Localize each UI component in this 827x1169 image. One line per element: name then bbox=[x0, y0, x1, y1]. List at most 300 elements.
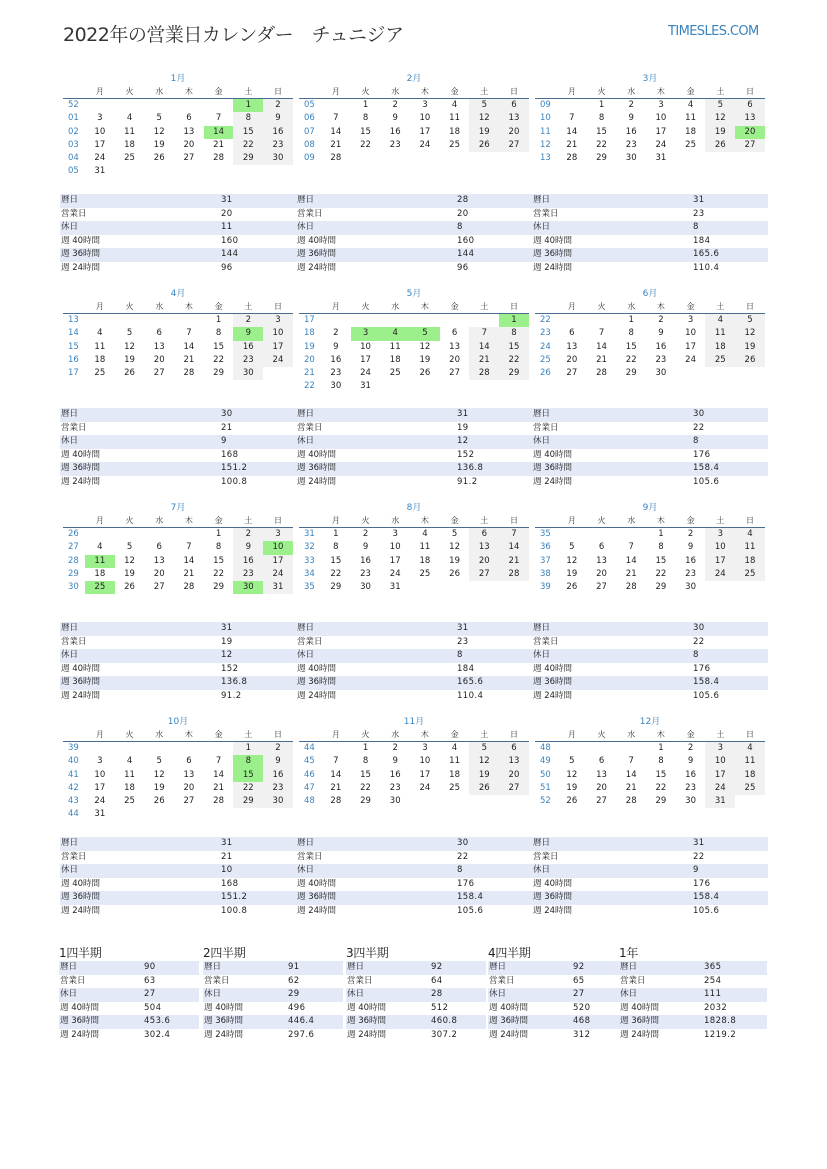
day-cell[interactable]: 12 bbox=[419, 341, 431, 352]
holiday-day-cell[interactable]: 9 bbox=[233, 327, 263, 340]
day-cell[interactable]: 2 bbox=[687, 743, 694, 753]
day-cell[interactable]: 17 bbox=[705, 769, 735, 782]
day-cell[interactable]: 15 bbox=[360, 769, 371, 780]
day-cell[interactable]: 24 bbox=[263, 568, 293, 581]
day-cell[interactable]: 4 bbox=[735, 742, 765, 755]
day-cell[interactable]: 6 bbox=[451, 328, 458, 339]
day-cell[interactable]: 8 bbox=[333, 542, 339, 553]
day-cell[interactable]: 9 bbox=[333, 341, 339, 352]
day-cell[interactable]: 1 bbox=[658, 529, 664, 539]
day-cell[interactable]: 17 bbox=[360, 354, 371, 365]
day-cell[interactable]: 3 bbox=[263, 528, 293, 541]
day-cell[interactable]: 4 bbox=[705, 314, 735, 327]
day-cell[interactable]: 20 bbox=[499, 769, 529, 782]
day-cell[interactable]: 12 bbox=[153, 126, 165, 137]
day-cell[interactable]: 29 bbox=[499, 367, 529, 380]
day-cell[interactable]: 23 bbox=[655, 354, 667, 365]
day-cell[interactable]: 22 bbox=[625, 354, 637, 365]
day-cell[interactable]: 12 bbox=[469, 755, 499, 768]
day-cell[interactable]: 2 bbox=[687, 529, 694, 539]
day-cell[interactable]: 30 bbox=[330, 381, 342, 392]
day-cell[interactable]: 12 bbox=[566, 769, 578, 780]
day-cell[interactable]: 30 bbox=[625, 153, 637, 164]
day-cell[interactable]: 10 bbox=[360, 341, 371, 352]
day-cell[interactable]: 14 bbox=[596, 341, 607, 352]
day-cell[interactable]: 19 bbox=[153, 782, 165, 793]
day-cell[interactable]: 29 bbox=[625, 368, 637, 379]
day-cell[interactable]: 25 bbox=[419, 568, 431, 579]
day-cell[interactable]: 8 bbox=[215, 328, 222, 339]
day-cell[interactable]: 1 bbox=[333, 529, 339, 539]
day-cell[interactable]: 5 bbox=[469, 99, 499, 112]
day-cell[interactable]: 13 bbox=[469, 541, 499, 554]
day-cell[interactable]: 12 bbox=[124, 555, 135, 566]
day-cell[interactable]: 12 bbox=[469, 112, 499, 125]
day-cell[interactable]: 23 bbox=[233, 568, 263, 581]
day-cell[interactable]: 26 bbox=[153, 153, 165, 164]
day-cell[interactable]: 14 bbox=[625, 769, 637, 780]
day-cell[interactable]: 19 bbox=[124, 568, 135, 579]
day-cell[interactable]: 26 bbox=[469, 139, 499, 152]
day-cell[interactable]: 19 bbox=[705, 126, 735, 139]
day-cell[interactable]: 20 bbox=[499, 126, 529, 139]
day-cell[interactable]: 10 bbox=[705, 755, 735, 768]
day-cell[interactable]: 19 bbox=[469, 126, 499, 139]
day-cell[interactable]: 7 bbox=[333, 113, 339, 124]
day-cell[interactable]: 10 bbox=[685, 328, 696, 339]
day-cell[interactable]: 24 bbox=[705, 782, 735, 795]
day-cell[interactable]: 4 bbox=[735, 528, 765, 541]
day-cell[interactable]: 17 bbox=[419, 126, 431, 137]
day-cell[interactable]: 25 bbox=[735, 782, 765, 795]
day-cell[interactable]: 11 bbox=[735, 755, 765, 768]
day-cell[interactable]: 3 bbox=[97, 756, 103, 767]
holiday-day-cell[interactable]: 10 bbox=[263, 541, 293, 554]
day-cell[interactable]: 15 bbox=[596, 126, 607, 137]
holiday-day-cell[interactable]: 4 bbox=[380, 327, 410, 340]
day-cell[interactable]: 30 bbox=[389, 796, 401, 807]
day-cell[interactable]: 17 bbox=[94, 782, 106, 793]
day-cell[interactable]: 17 bbox=[685, 341, 696, 352]
day-cell[interactable]: 15 bbox=[625, 341, 637, 352]
day-cell[interactable]: 1 bbox=[598, 100, 605, 110]
day-cell[interactable]: 7 bbox=[499, 528, 529, 541]
day-cell[interactable]: 6 bbox=[186, 113, 192, 124]
holiday-day-cell[interactable]: 25 bbox=[85, 581, 115, 594]
day-cell[interactable]: 24 bbox=[360, 368, 371, 379]
day-cell[interactable]: 16 bbox=[330, 354, 342, 365]
day-cell[interactable]: 18 bbox=[94, 568, 106, 579]
day-cell[interactable]: 9 bbox=[263, 112, 293, 125]
day-cell[interactable]: 22 bbox=[655, 568, 667, 579]
month-name[interactable]: 5月 bbox=[406, 289, 422, 299]
day-cell[interactable]: 1 bbox=[215, 529, 222, 539]
month-name[interactable]: 10月 bbox=[167, 717, 189, 727]
day-cell[interactable]: 3 bbox=[658, 100, 664, 110]
day-cell[interactable]: 18 bbox=[389, 354, 401, 365]
day-cell[interactable]: 16 bbox=[233, 341, 263, 354]
day-cell[interactable]: 21 bbox=[183, 568, 195, 579]
day-cell[interactable]: 5 bbox=[569, 542, 575, 553]
day-cell[interactable]: 5 bbox=[705, 99, 735, 112]
day-cell[interactable]: 28 bbox=[596, 368, 607, 379]
day-cell[interactable]: 12 bbox=[124, 341, 135, 352]
day-cell[interactable]: 7 bbox=[598, 328, 605, 339]
day-cell[interactable]: 13 bbox=[183, 126, 195, 137]
day-cell[interactable]: 18 bbox=[449, 769, 460, 780]
day-cell[interactable]: 26 bbox=[124, 368, 135, 379]
day-cell[interactable]: 14 bbox=[566, 126, 578, 137]
day-cell[interactable]: 28 bbox=[469, 367, 499, 380]
day-cell[interactable]: 18 bbox=[705, 341, 735, 354]
day-cell[interactable]: 23 bbox=[389, 139, 401, 150]
day-cell[interactable]: 8 bbox=[499, 327, 529, 340]
day-cell[interactable]: 23 bbox=[263, 782, 293, 795]
day-cell[interactable]: 18 bbox=[124, 782, 135, 793]
day-cell[interactable]: 11 bbox=[124, 126, 135, 137]
day-cell[interactable]: 6 bbox=[499, 742, 529, 755]
day-cell[interactable]: 14 bbox=[183, 341, 195, 352]
day-cell[interactable]: 25 bbox=[685, 139, 696, 150]
day-cell[interactable]: 29 bbox=[596, 153, 607, 164]
month-name[interactable]: 7月 bbox=[170, 503, 186, 513]
day-cell[interactable]: 11 bbox=[124, 769, 135, 780]
day-cell[interactable]: 13 bbox=[596, 555, 607, 566]
day-cell[interactable]: 7 bbox=[628, 542, 634, 553]
day-cell[interactable]: 5 bbox=[451, 529, 458, 539]
day-cell[interactable]: 12 bbox=[705, 112, 735, 125]
day-cell[interactable]: 8 bbox=[628, 328, 634, 339]
day-cell[interactable]: 25 bbox=[735, 568, 765, 581]
day-cell[interactable]: 16 bbox=[389, 769, 401, 780]
day-cell[interactable]: 20 bbox=[153, 354, 165, 365]
day-cell[interactable]: 21 bbox=[499, 555, 529, 568]
day-cell[interactable]: 18 bbox=[419, 555, 431, 566]
holiday-day-cell[interactable]: 30 bbox=[233, 581, 263, 594]
day-cell[interactable]: 9 bbox=[392, 756, 398, 767]
day-cell[interactable]: 24 bbox=[94, 153, 106, 164]
day-cell[interactable]: 3 bbox=[422, 743, 428, 753]
day-cell[interactable]: 26 bbox=[153, 796, 165, 807]
month-name[interactable]: 4月 bbox=[170, 289, 186, 299]
day-cell[interactable]: 18 bbox=[735, 555, 765, 568]
month-name[interactable]: 11月 bbox=[403, 717, 425, 727]
day-cell[interactable]: 4 bbox=[126, 113, 133, 124]
day-cell[interactable]: 21 bbox=[625, 568, 637, 579]
holiday-day-cell[interactable]: 5 bbox=[410, 327, 440, 340]
day-cell[interactable]: 9 bbox=[362, 542, 369, 553]
day-cell[interactable]: 29 bbox=[213, 582, 224, 593]
day-cell[interactable]: 13 bbox=[735, 112, 765, 125]
day-cell[interactable]: 30 bbox=[263, 152, 293, 165]
day-cell[interactable]: 10 bbox=[389, 542, 401, 553]
day-cell[interactable]: 19 bbox=[566, 568, 578, 579]
day-cell[interactable]: 3 bbox=[392, 529, 398, 539]
day-cell[interactable]: 21 bbox=[625, 782, 637, 793]
day-cell[interactable]: 18 bbox=[449, 126, 460, 137]
day-cell[interactable]: 6 bbox=[598, 756, 605, 767]
day-cell[interactable]: 23 bbox=[389, 782, 401, 793]
day-cell[interactable]: 17 bbox=[94, 139, 106, 150]
month-name[interactable]: 2月 bbox=[406, 74, 422, 84]
day-cell[interactable]: 11 bbox=[735, 541, 765, 554]
day-cell[interactable]: 2 bbox=[658, 315, 664, 325]
day-cell[interactable]: 27 bbox=[469, 568, 499, 581]
day-cell[interactable]: 21 bbox=[596, 354, 607, 365]
day-cell[interactable]: 23 bbox=[685, 568, 696, 579]
day-cell[interactable]: 28 bbox=[625, 582, 637, 593]
day-cell[interactable]: 23 bbox=[233, 354, 263, 367]
day-cell[interactable]: 7 bbox=[186, 542, 192, 553]
day-cell[interactable]: 20 bbox=[566, 354, 578, 365]
day-cell[interactable]: 15 bbox=[360, 126, 371, 137]
day-cell[interactable]: 29 bbox=[655, 582, 667, 593]
day-cell[interactable]: 19 bbox=[419, 354, 431, 365]
day-cell[interactable]: 27 bbox=[735, 139, 765, 152]
day-cell[interactable]: 11 bbox=[389, 341, 401, 352]
day-cell[interactable]: 9 bbox=[658, 328, 664, 339]
day-cell[interactable]: 5 bbox=[156, 756, 162, 767]
day-cell[interactable]: 31 bbox=[263, 581, 293, 594]
day-cell[interactable]: 15 bbox=[330, 555, 342, 566]
day-cell[interactable]: 17 bbox=[419, 769, 431, 780]
day-cell[interactable]: 5 bbox=[126, 328, 133, 339]
day-cell[interactable]: 27 bbox=[183, 796, 195, 807]
day-cell[interactable]: 22 bbox=[360, 782, 371, 793]
day-cell[interactable]: 23 bbox=[625, 139, 637, 150]
day-cell[interactable]: 29 bbox=[213, 368, 224, 379]
day-cell[interactable]: 8 bbox=[362, 113, 369, 124]
day-cell[interactable]: 6 bbox=[156, 542, 162, 553]
day-cell[interactable]: 17 bbox=[263, 555, 293, 568]
day-cell[interactable]: 17 bbox=[263, 341, 293, 354]
day-cell[interactable]: 22 bbox=[499, 354, 529, 367]
day-cell[interactable]: 25 bbox=[449, 782, 460, 793]
day-cell[interactable]: 9 bbox=[687, 542, 694, 553]
day-cell[interactable]: 7 bbox=[215, 756, 222, 767]
day-cell[interactable]: 28 bbox=[183, 368, 195, 379]
day-cell[interactable]: 25 bbox=[449, 139, 460, 150]
day-cell[interactable]: 23 bbox=[330, 368, 342, 379]
day-cell[interactable]: 21 bbox=[330, 139, 342, 150]
day-cell[interactable]: 4 bbox=[422, 529, 428, 539]
day-cell[interactable]: 5 bbox=[126, 542, 133, 553]
day-cell[interactable]: 26 bbox=[449, 568, 460, 579]
day-cell[interactable]: 23 bbox=[263, 139, 293, 152]
day-cell[interactable]: 16 bbox=[263, 126, 293, 139]
day-cell[interactable]: 30 bbox=[233, 367, 263, 380]
day-cell[interactable]: 2 bbox=[392, 743, 398, 753]
day-cell[interactable]: 11 bbox=[449, 113, 460, 124]
day-cell[interactable]: 21 bbox=[213, 139, 224, 150]
day-cell[interactable]: 15 bbox=[499, 341, 529, 354]
day-cell[interactable]: 28 bbox=[566, 153, 578, 164]
day-cell[interactable]: 4 bbox=[97, 328, 103, 339]
day-cell[interactable]: 25 bbox=[389, 368, 401, 379]
day-cell[interactable]: 27 bbox=[596, 582, 607, 593]
day-cell[interactable]: 28 bbox=[625, 796, 637, 807]
day-cell[interactable]: 25 bbox=[124, 796, 135, 807]
month-name[interactable]: 12月 bbox=[639, 717, 661, 727]
day-cell[interactable]: 20 bbox=[596, 568, 607, 579]
day-cell[interactable]: 25 bbox=[705, 354, 735, 367]
month-name[interactable]: 1月 bbox=[170, 74, 186, 84]
day-cell[interactable]: 9 bbox=[263, 755, 293, 768]
day-cell[interactable]: 31 bbox=[655, 153, 667, 164]
day-cell[interactable]: 18 bbox=[735, 769, 765, 782]
day-cell[interactable]: 29 bbox=[233, 795, 263, 808]
day-cell[interactable]: 26 bbox=[566, 582, 578, 593]
day-cell[interactable]: 18 bbox=[124, 139, 135, 150]
day-cell[interactable]: 2 bbox=[233, 528, 263, 541]
day-cell[interactable]: 8 bbox=[658, 542, 664, 553]
day-cell[interactable]: 2 bbox=[392, 100, 398, 110]
day-cell[interactable]: 2 bbox=[628, 100, 634, 110]
day-cell[interactable]: 4 bbox=[451, 100, 458, 110]
day-cell[interactable]: 26 bbox=[705, 139, 735, 152]
day-cell[interactable]: 8 bbox=[233, 112, 263, 125]
day-cell[interactable]: 27 bbox=[499, 139, 529, 152]
day-cell[interactable]: 3 bbox=[687, 315, 694, 325]
day-cell[interactable]: 10 bbox=[263, 327, 293, 340]
day-cell[interactable]: 8 bbox=[362, 756, 369, 767]
day-cell[interactable]: 31 bbox=[94, 809, 106, 820]
day-cell[interactable]: 28 bbox=[499, 568, 529, 581]
day-cell[interactable]: 16 bbox=[360, 555, 371, 566]
day-cell[interactable]: 21 bbox=[183, 354, 195, 365]
day-cell[interactable]: 27 bbox=[183, 153, 195, 164]
day-cell[interactable]: 30 bbox=[655, 368, 667, 379]
day-cell[interactable]: 27 bbox=[449, 368, 460, 379]
day-cell[interactable]: 14 bbox=[330, 126, 342, 137]
day-cell[interactable]: 9 bbox=[392, 113, 398, 124]
day-cell[interactable]: 5 bbox=[569, 756, 575, 767]
day-cell[interactable]: 22 bbox=[655, 782, 667, 793]
day-cell[interactable]: 2 bbox=[233, 314, 263, 327]
month-name[interactable]: 8月 bbox=[406, 503, 422, 513]
day-cell[interactable]: 5 bbox=[735, 314, 765, 327]
day-cell[interactable]: 6 bbox=[598, 542, 605, 553]
day-cell[interactable]: 16 bbox=[625, 126, 637, 137]
day-cell[interactable]: 27 bbox=[153, 582, 165, 593]
month-name[interactable]: 3月 bbox=[642, 74, 658, 84]
day-cell[interactable]: 11 bbox=[705, 327, 735, 340]
day-cell[interactable]: 24 bbox=[705, 568, 735, 581]
day-cell[interactable]: 22 bbox=[360, 139, 371, 150]
day-cell[interactable]: 1 bbox=[362, 743, 369, 753]
day-cell[interactable]: 30 bbox=[360, 582, 371, 593]
day-cell[interactable]: 1 bbox=[658, 743, 664, 753]
day-cell[interactable]: 12 bbox=[566, 555, 578, 566]
day-cell[interactable]: 6 bbox=[469, 528, 499, 541]
day-cell[interactable]: 3 bbox=[705, 528, 735, 541]
day-cell[interactable]: 13 bbox=[596, 769, 607, 780]
day-cell[interactable]: 12 bbox=[449, 542, 460, 553]
day-cell[interactable]: 20 bbox=[153, 568, 165, 579]
day-cell[interactable]: 28 bbox=[213, 153, 224, 164]
day-cell[interactable]: 31 bbox=[94, 166, 106, 177]
day-cell[interactable]: 10 bbox=[705, 541, 735, 554]
day-cell[interactable]: 24 bbox=[263, 354, 293, 367]
day-cell[interactable]: 27 bbox=[499, 782, 529, 795]
day-cell[interactable]: 3 bbox=[263, 314, 293, 327]
day-cell[interactable]: 15 bbox=[233, 126, 263, 139]
day-cell[interactable]: 22 bbox=[213, 354, 224, 365]
day-cell[interactable]: 22 bbox=[596, 139, 607, 150]
day-cell[interactable]: 6 bbox=[735, 99, 765, 112]
day-cell[interactable]: 13 bbox=[566, 341, 578, 352]
day-cell[interactable]: 28 bbox=[213, 796, 224, 807]
day-cell[interactable]: 15 bbox=[213, 341, 224, 352]
day-cell[interactable]: 9 bbox=[687, 756, 694, 767]
day-cell[interactable]: 7 bbox=[569, 113, 575, 124]
day-cell[interactable]: 2 bbox=[263, 99, 293, 112]
day-cell[interactable]: 17 bbox=[705, 555, 735, 568]
day-cell[interactable]: 7 bbox=[186, 328, 192, 339]
day-cell[interactable]: 26 bbox=[419, 368, 431, 379]
day-cell[interactable]: 21 bbox=[566, 139, 578, 150]
day-cell[interactable]: 6 bbox=[186, 756, 192, 767]
day-cell[interactable]: 12 bbox=[153, 769, 165, 780]
holiday-day-cell[interactable]: 15 bbox=[233, 769, 263, 782]
day-cell[interactable]: 2 bbox=[333, 328, 339, 339]
day-cell[interactable]: 10 bbox=[655, 113, 667, 124]
day-cell[interactable]: 20 bbox=[469, 555, 499, 568]
day-cell[interactable]: 4 bbox=[687, 100, 694, 110]
day-cell[interactable]: 11 bbox=[94, 341, 106, 352]
day-cell[interactable]: 22 bbox=[330, 568, 342, 579]
day-cell[interactable]: 24 bbox=[389, 568, 401, 579]
day-cell[interactable]: 27 bbox=[566, 368, 578, 379]
day-cell[interactable]: 27 bbox=[596, 796, 607, 807]
day-cell[interactable]: 15 bbox=[655, 769, 667, 780]
day-cell[interactable]: 25 bbox=[94, 368, 106, 379]
day-cell[interactable]: 18 bbox=[94, 354, 106, 365]
holiday-day-cell[interactable]: 14 bbox=[204, 126, 234, 139]
day-cell[interactable]: 13 bbox=[153, 555, 165, 566]
day-cell[interactable]: 1 bbox=[233, 742, 263, 755]
day-cell[interactable]: 20 bbox=[183, 139, 195, 150]
day-cell[interactable]: 16 bbox=[263, 769, 293, 782]
day-cell[interactable]: 23 bbox=[685, 782, 696, 793]
day-cell[interactable]: 4 bbox=[451, 743, 458, 753]
day-cell[interactable]: 5 bbox=[469, 742, 499, 755]
day-cell[interactable]: 16 bbox=[685, 555, 696, 566]
day-cell[interactable]: 19 bbox=[124, 354, 135, 365]
day-cell[interactable]: 24 bbox=[419, 782, 431, 793]
day-cell[interactable]: 21 bbox=[330, 782, 342, 793]
day-cell[interactable]: 20 bbox=[183, 782, 195, 793]
day-cell[interactable]: 19 bbox=[469, 769, 499, 782]
holiday-day-cell[interactable]: 1 bbox=[499, 314, 529, 327]
day-cell[interactable]: 14 bbox=[213, 769, 224, 780]
day-cell[interactable]: 28 bbox=[183, 582, 195, 593]
day-cell[interactable]: 3 bbox=[97, 113, 103, 124]
day-cell[interactable]: 6 bbox=[156, 328, 162, 339]
day-cell[interactable]: 4 bbox=[97, 542, 103, 553]
day-cell[interactable]: 29 bbox=[233, 152, 263, 165]
day-cell[interactable]: 26 bbox=[735, 354, 765, 367]
day-cell[interactable]: 15 bbox=[655, 555, 667, 566]
day-cell[interactable]: 29 bbox=[655, 796, 667, 807]
day-cell[interactable]: 8 bbox=[598, 113, 605, 124]
holiday-day-cell[interactable]: 11 bbox=[85, 555, 115, 568]
day-cell[interactable]: 28 bbox=[330, 153, 342, 164]
day-cell[interactable]: 13 bbox=[153, 341, 165, 352]
day-cell[interactable]: 22 bbox=[233, 782, 263, 795]
day-cell[interactable]: 4 bbox=[126, 756, 133, 767]
day-cell[interactable]: 14 bbox=[499, 541, 529, 554]
